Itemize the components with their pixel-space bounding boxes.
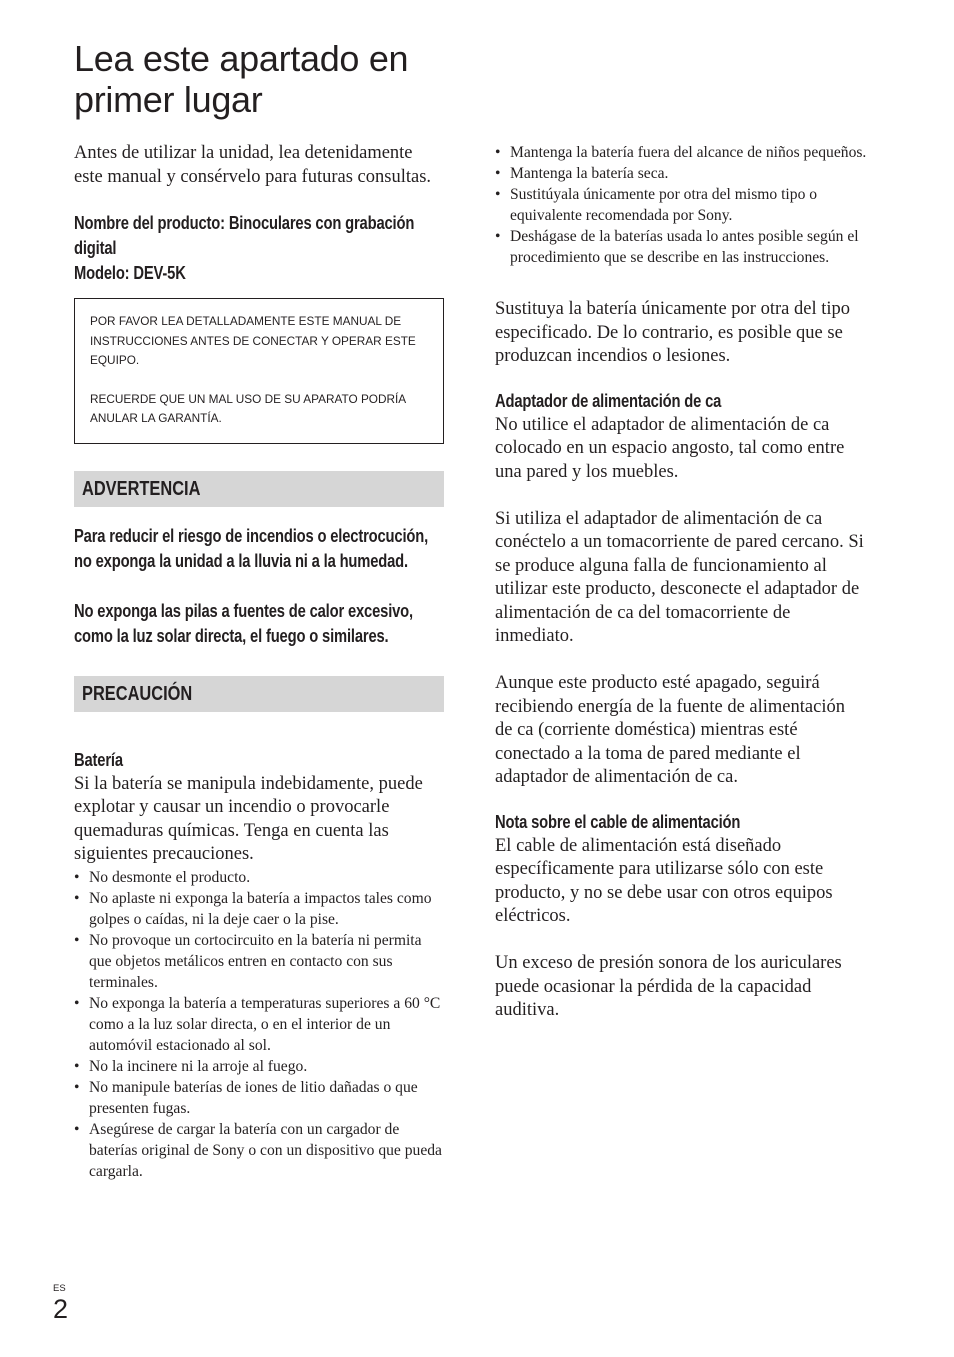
language-code: ES xyxy=(53,1283,66,1294)
left-column xyxy=(74,142,444,1182)
battery-handling-list xyxy=(495,142,867,268)
list-item: • No manipule baterías de iones de litio dañadas o que presenten fugas. xyxy=(74,1077,444,1119)
cable-heading: Nota sobre el cable de alimentación xyxy=(495,811,741,832)
warning-text-1: Para reducir el riesgo de incendios o electrocución, no exponga la unidad a la lluvia ni a la humedad. xyxy=(74,525,429,571)
list-item: • No exponga la batería a temperaturas superiores a 60 °C como a la luz solar directa, o en el interior de un automóvil estacionado al sol. xyxy=(74,993,444,1056)
warning-text-2: No exponga las pilas a fuentes de calor excesivo, como la luz solar directa, el fuego o similares. xyxy=(74,600,413,646)
caution-heading-bar xyxy=(74,676,444,712)
list-item: • Deshágase de la baterías usada lo antes posible según el procedimiento que se describe en las instrucciones. xyxy=(495,226,867,268)
battery-precautions-list xyxy=(74,867,444,1182)
list-item: • No la incinere ni la arroje al fuego. xyxy=(74,1056,444,1077)
adapter-text-1: No utilice el adaptador de alimentación de ca colocado en un espacio angosto, tal como entre una pared y los muebles. xyxy=(495,414,845,482)
list-item: • Sustitúyala únicamente por otra del mismo tipo o equivalente recomendada por Sony. xyxy=(495,184,867,226)
notice-text-2: RECUERDE QUE UN MAL USO DE SU APARATO PODRÍA ANULAR LA GARANTÍA. xyxy=(90,391,406,426)
adapter-heading: Adaptador de alimentación de ca xyxy=(495,390,722,411)
adapter-text-3: Aunque este producto esté apagado, seguirá recibiendo energía de la fuente de alimentación de ca (corriente doméstica) mientras esté conectado a la toma de pared mediante el adaptador de alimentación de ca. xyxy=(495,673,845,787)
right-column xyxy=(495,142,867,1023)
notice-text-1: POR FAVOR LEA DETALLADAMENTE ESTE MANUAL DE INSTRUCCIONES ANTES DE CONECTAR Y OPERAR ESTE EQUIPO. xyxy=(90,314,416,368)
list-item: • Mantenga la batería fuera del alcance de niños pequeños. xyxy=(495,142,867,163)
page-footer xyxy=(53,1283,68,1322)
notice-box xyxy=(74,298,444,444)
warning-heading-bar xyxy=(74,471,444,507)
page-title: Lea este apartado en primer lugar xyxy=(74,38,409,120)
caution-heading: PRECAUCIÓN xyxy=(82,682,193,705)
cable-text-2: Un exceso de presión sonora de los auriculares puede ocasionar la pérdida de la capacidad auditiva. xyxy=(495,953,842,1020)
battery-text: Si la batería se manipula indebidamente, puede explotar y causar un incendio o provocarle quemaduras químicas. Tenga en cuenta las siguientes precauciones. xyxy=(74,773,423,865)
cable-text-1: El cable de alimentación está diseñado específicamente para utilizarse sólo con este producto, y no se debe usar con otros equipos eléctricos. xyxy=(495,835,833,926)
list-item: • No provoque un cortocircuito en la batería ni permita que objetos metálicos entren en contacto con sus terminales. xyxy=(74,930,444,993)
adapter-text-2: Si utiliza el adaptador de alimentación de ca conéctelo a un tomacorriente de pared cercano. Si se produce alguna falla de funcionamiento al utilizar este producto, desconecte el adaptador de alimentación de ca del tomacorriente de inmediato. xyxy=(495,508,864,646)
intro-text: Antes de utilizar la unidad, lea detenidamente este manual y consérvelo para futuras consultas. xyxy=(74,143,432,187)
list-item: • Mantenga la batería seca. xyxy=(495,163,867,184)
warning-heading: ADVERTENCIA xyxy=(82,477,201,500)
battery-heading: Batería xyxy=(74,749,123,770)
replace-battery-text: Sustituya la batería únicamente por otra del tipo especificado. De lo contrario, es posible que se produzcan incendios o lesiones. xyxy=(495,299,850,366)
page-number: 2 xyxy=(53,1294,69,1324)
list-item: • No aplaste ni exponga la batería a impactos tales como golpes o caídas, ni la deje caer o la pise. xyxy=(74,888,444,930)
list-item: • Asegúrese de cargar la batería con un cargador de baterías original de Sony o con un dispositivo que pueda cargarla. xyxy=(74,1119,444,1182)
product-model: Modelo: DEV-5K xyxy=(74,263,186,283)
list-item: • No desmonte el producto. xyxy=(74,867,444,888)
product-name: Nombre del producto: Binoculares con grabación digital xyxy=(74,213,415,258)
